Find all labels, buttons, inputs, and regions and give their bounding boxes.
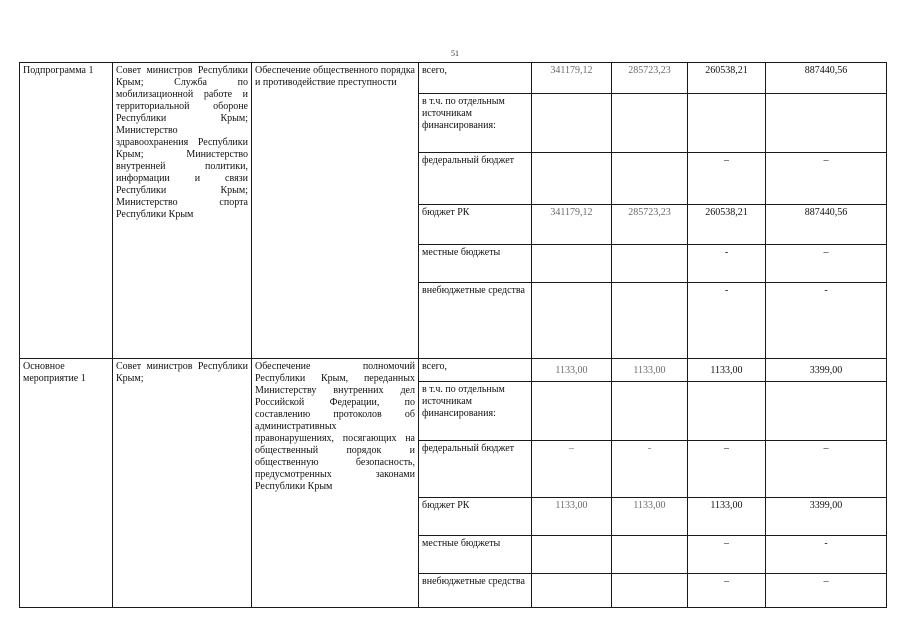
funding-source-cell: внебюджетные средства xyxy=(419,283,532,359)
value-cell: 887440,56 xyxy=(766,63,887,94)
program-cell: Основное мероприятие 1 xyxy=(20,359,113,608)
executors-cell: Совет министров Республики Крым; xyxy=(113,359,252,608)
value-cell xyxy=(532,382,612,441)
value-cell: – xyxy=(688,441,766,498)
value-cell: – xyxy=(532,441,612,498)
funding-source-cell: местные бюджеты xyxy=(419,536,532,574)
value-cell: 1133,00 xyxy=(612,498,688,536)
value-cell xyxy=(612,574,688,608)
funding-source-cell: в т.ч. по отдельным источникам финансирования: xyxy=(419,94,532,153)
funding-source-cell: внебюджетные средства xyxy=(419,574,532,608)
value-cell xyxy=(532,574,612,608)
value-cell xyxy=(612,536,688,574)
value-cell: - xyxy=(766,536,887,574)
value-cell xyxy=(532,153,612,205)
funding-source-cell: федеральный бюджет xyxy=(419,153,532,205)
value-cell: 1133,00 xyxy=(688,359,766,382)
value-cell xyxy=(612,245,688,283)
budget-table xyxy=(19,62,887,608)
value-cell: 3399,00 xyxy=(766,359,887,382)
value-cell xyxy=(532,283,612,359)
value-cell: 1133,00 xyxy=(688,498,766,536)
value-cell: 285723,23 xyxy=(612,205,688,245)
value-cell xyxy=(532,245,612,283)
value-cell: 260538,21 xyxy=(688,205,766,245)
value-cell: 285723,23 xyxy=(612,63,688,94)
value-cell xyxy=(532,536,612,574)
value-cell xyxy=(688,94,766,153)
value-cell: – xyxy=(766,574,887,608)
value-cell: – xyxy=(766,441,887,498)
executors-cell: Совет министров Республики Крым; Служба по мобилизационной работе и территориальной обороне Республики Крым; Министерство здравоохранения Республики Крым; Министерство внутренней политики, информации и связи Республики Крым; Министерство спорта Республики Крым xyxy=(113,63,252,359)
program-name-cell: Обеспечение общественного порядка и противодействие преступности xyxy=(252,63,419,359)
page-number: 51 xyxy=(451,49,459,58)
value-cell: – xyxy=(766,153,887,205)
value-cell xyxy=(612,153,688,205)
funding-source-cell: местные бюджеты xyxy=(419,245,532,283)
value-cell: 1133,00 xyxy=(532,359,612,382)
value-cell: 887440,56 xyxy=(766,205,887,245)
funding-source-cell: бюджет РК xyxy=(419,498,532,536)
value-cell: 341179,12 xyxy=(532,63,612,94)
value-cell xyxy=(612,382,688,441)
value-cell xyxy=(766,382,887,441)
value-cell: – xyxy=(688,536,766,574)
funding-source-cell: всего, xyxy=(419,359,532,382)
table-row xyxy=(20,359,887,382)
funding-source-cell: бюджет РК xyxy=(419,205,532,245)
value-cell xyxy=(532,94,612,153)
funding-source-cell: федеральный бюджет xyxy=(419,441,532,498)
value-cell: 341179,12 xyxy=(532,205,612,245)
value-cell: – xyxy=(766,245,887,283)
program-name-cell: Обеспечение полномочий Республики Крым, переданных Министерству внутренних дел Российской Федерации, по составлению протоколов об административных правонарушениях, посягающих на общественный порядок и общественную безопасность, предусмотренных законами Республики Крым xyxy=(252,359,419,608)
value-cell: 1133,00 xyxy=(532,498,612,536)
value-cell: - xyxy=(766,283,887,359)
value-cell: - xyxy=(612,441,688,498)
value-cell: 1133,00 xyxy=(612,359,688,382)
value-cell xyxy=(688,382,766,441)
table-row xyxy=(20,63,887,94)
funding-source-cell: в т.ч. по отдельным источникам финансирования: xyxy=(419,382,532,441)
value-cell xyxy=(766,94,887,153)
value-cell: – xyxy=(688,153,766,205)
value-cell: 3399,00 xyxy=(766,498,887,536)
funding-source-cell: всего, xyxy=(419,63,532,94)
value-cell: - xyxy=(688,245,766,283)
value-cell xyxy=(612,283,688,359)
value-cell xyxy=(612,94,688,153)
program-cell: Подпрограмма 1 xyxy=(20,63,113,359)
value-cell: – xyxy=(688,574,766,608)
value-cell: - xyxy=(688,283,766,359)
value-cell: 260538,21 xyxy=(688,63,766,94)
